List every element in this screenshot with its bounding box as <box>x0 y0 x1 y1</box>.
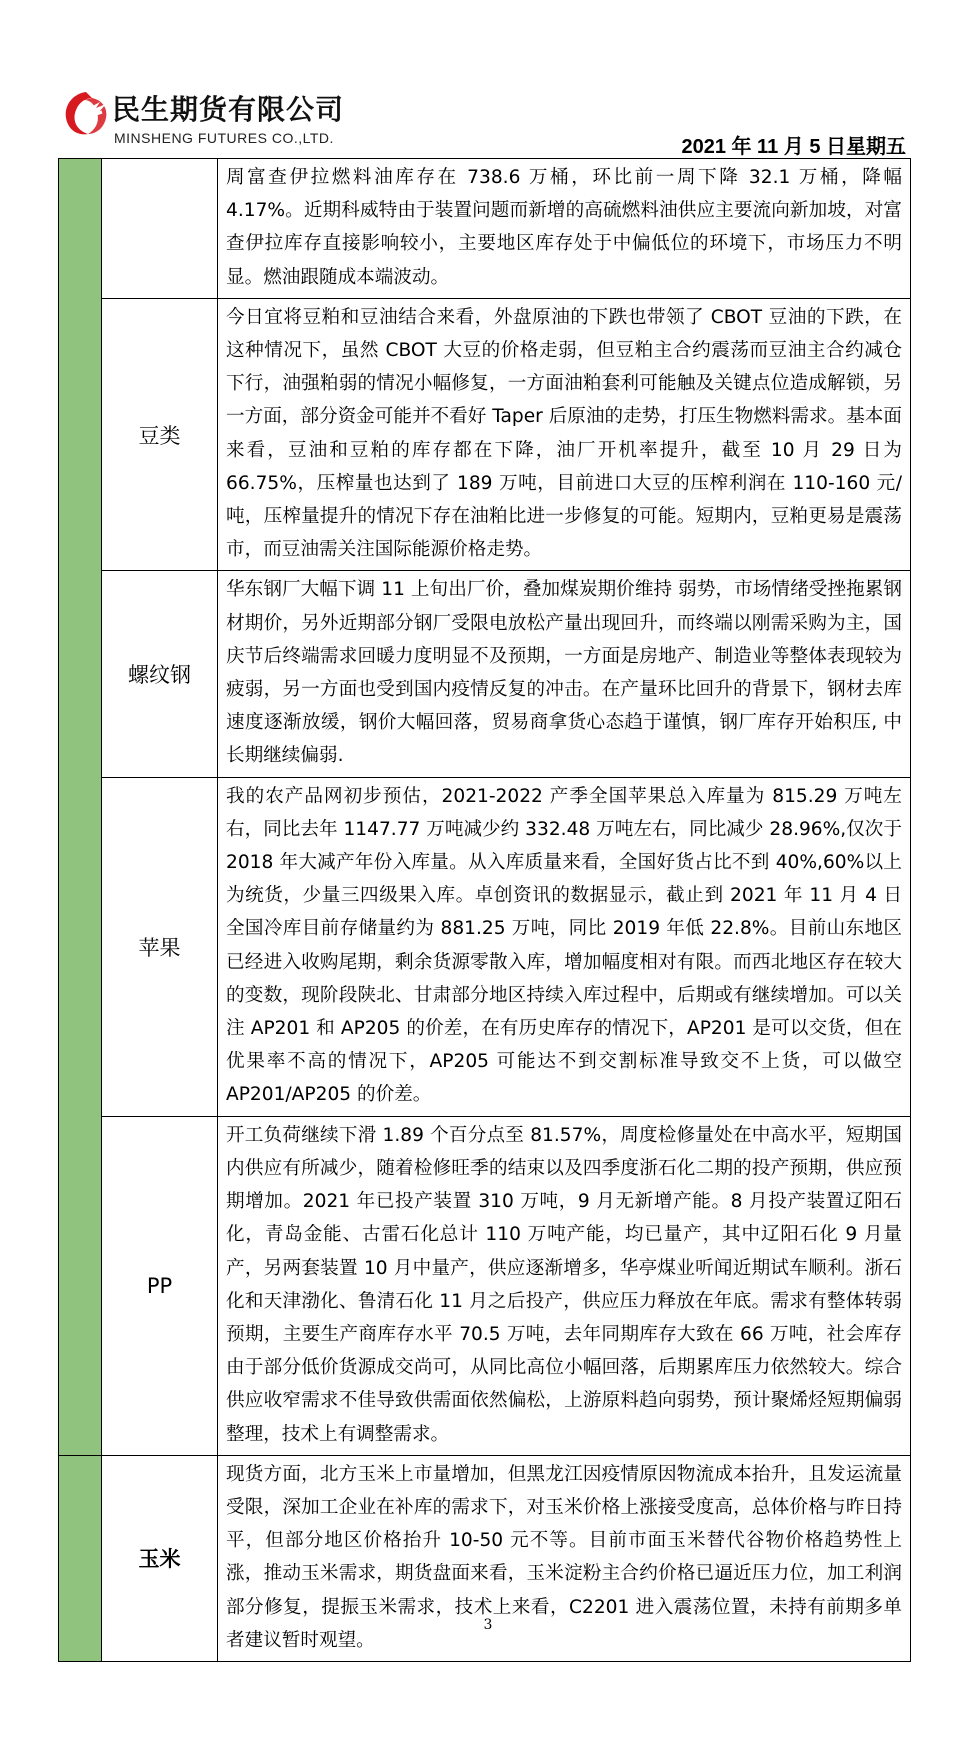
table-row <box>59 777 911 1116</box>
report-date: 2021 年 11 月 5 日星期五 <box>681 136 906 158</box>
commodity-table <box>58 158 911 1662</box>
company-name-en: MINSHENG FUTURES CO.,LTD. <box>114 130 334 146</box>
category-cell: 豆类 <box>102 298 218 571</box>
page-number: 3 <box>483 1617 493 1633</box>
commentary-cell: 华东钢厂大幅下调 11 上旬出厂价，叠加煤炭期价维持 弱势，市场情绪受挫拖累钢材期价，另外近期部分钢厂受限电放松产量出现回升，而终端以刚需采购为主，国庆节后终端需求回暖力度明显不及预期，一方面是房地产、制造业等整体表现较为疲弱，另一方面也受到国内疫情反复的冲击。在产量环比回升的背景下，钢材去库速度逐渐放缓，钢价大幅回落，贸易商拿货心态趋于谨慎，钢厂库存开始积压, 中长期继续偏弱. <box>218 571 911 777</box>
commentary-cell: 现货方面，北方玉米上市量增加，但黑龙江因疫情原因物流成本抬升，且发运流量受限，深加工企业在补库的需求下，对玉米价格上涨接受度高，总体价格与昨日持平，但部分地区价格抬升 10-50 元不等。目前市面玉米替代谷物价格趋势性上涨，推动玉米需求，期货盘面来看，玉米淀粉主合约价格已逼近压力位，加工利润部分修复，提振玉米需求，技术上来看，C2201 进入震荡位置，未持有前期多单者建议暂时观望。 <box>218 1455 911 1661</box>
section-side-bar <box>59 159 102 1456</box>
company-name-cn: 民生期货有限公司 <box>112 93 345 126</box>
commentary-cell: 今日宜将豆粕和豆油结合来看，外盘原油的下跌也带领了 CBOT 豆油的下跌，在这种情况下，虽然 CBOT 大豆的价格走弱，但豆粕主合约震荡而豆油主合约减仓下行，油强粕弱的情况小幅修复，一方面油粕套利可能触及关键点位造成解锁，另一方面，部分资金可能并不看好 Taper 后原油的走势，打压生物燃料需求。基本面来看，豆油和豆粕的库存都在下降，油厂开机率提升，截至 10 月 29 日为 66.75%，压榨量也达到了 189 万吨，目前进口大豆的压榨利润在 110-160 元/吨，压榨量提升的情况下存在油粕比进一步修复的可能。短期内，豆粕更易是震荡市，而豆油需关注国际能源价格走势。 <box>218 298 911 571</box>
page-header <box>0 0 976 160</box>
commentary-cell: 我的农产品网初步预估，2021-2022 产季全国苹果总入库量为 815.29 万吨左右，同比去年 1147.77 万吨减少约 332.48 万吨左右，同比减少 28.96%,仅次于 2018 年大减产年份入库量。从入库质量来看，全国好货占比不到 40%,60%以上为统货，少量三四级果入库。卓创资讯的数据显示，截止到 2021 年 11 月 4 日全国冷库目前存储量约为 881.25 万吨，同比 2019 年低 22.8%。目前山东地区已经进入收购尾期，剩余货源零散入库，增加幅度相对有限。而西北地区存在较大的变数，现阶段陕北、甘肃部分地区持续入库过程中，后期或有继续增加。可以关注 AP201 和 AP205 的价差，在有历史库存的情况下，AP201 是可以交货，但在优果率不高的情况下，AP205 可能达不到交割标准导致交不上货，可以做空 AP201/AP205 的价差。 <box>218 777 911 1116</box>
commentary-cell: 周富查伊拉燃料油库存在 738.6 万桶，环比前一周下降 32.1 万桶，降幅 4.17%。近期科威特由于装置问题而新增的高硫燃料油供应主要流向新加坡，对富查伊拉库存直接影响较小，主要地区库存处于中偏低位的环境下，市场压力不明显。燃油跟随成本端波动。 <box>218 159 911 299</box>
category-cell: 玉米 <box>102 1455 218 1661</box>
table-row <box>59 571 911 777</box>
category-cell: 螺纹钢 <box>102 571 218 777</box>
company-logo <box>62 86 352 152</box>
table-row <box>59 159 911 299</box>
category-cell <box>102 159 218 299</box>
table-row <box>59 298 911 571</box>
minsheng-logo-icon <box>62 86 112 148</box>
table-row <box>59 1116 911 1455</box>
category-cell: 苹果 <box>102 777 218 1116</box>
commentary-cell: 开工负荷继续下滑 1.89 个百分点至 81.57%，周度检修量处在中高水平，短期国内供应有所减少，随着检修旺季的结束以及四季度浙石化二期的投产预期，供应预期增加。2021 年已投产装置 310 万吨，9 月无新增产能。8 月投产装置辽阳石化，青岛金能、古雷石化总计 110 万吨产能，均已量产，其中辽阳石化 9 月量产，另两套装置 10 月中量产，供应逐渐增多，华亭煤业听闻近期试车顺利。浙石化和天津渤化、鲁清石化 11 月之后投产，供应压力释放在年底。需求有整体转弱预期，主要生产商库存水平 70.5 万吨，去年同期库存大致在 66 万吨，社会库存由于部分低价货源成交尚可，从同比高位小幅回落，后期累库压力依然较大。综合供应收窄需求不佳导致供需面依然偏松，上游原料趋向弱势，预计聚烯烃短期偏弱整理，技术上有调整需求。 <box>218 1116 911 1455</box>
category-cell: PP <box>102 1116 218 1455</box>
